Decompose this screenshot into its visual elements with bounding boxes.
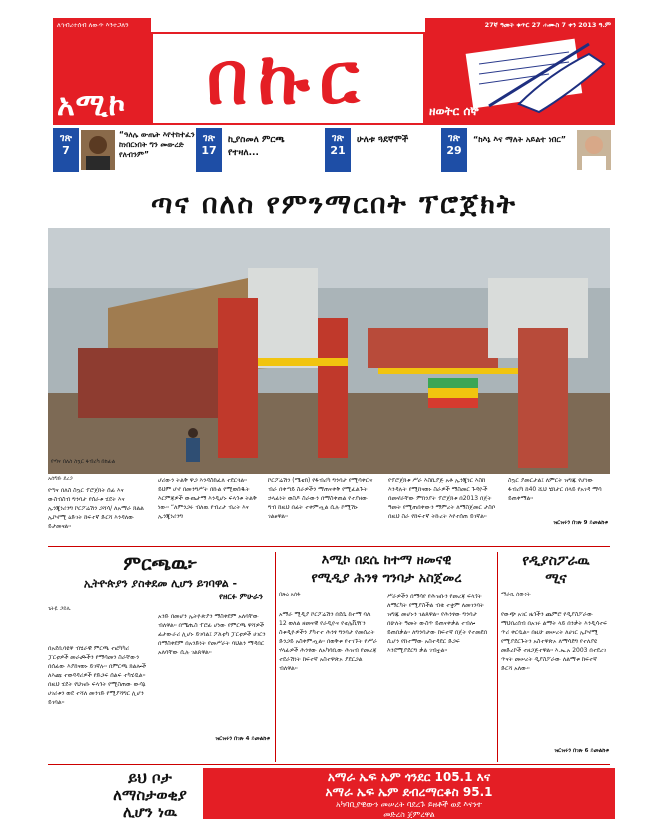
tagline: ለኅብረተሰብ ለውጥ እንተጋለን xyxy=(57,21,129,29)
teaser-3[interactable] xyxy=(325,128,435,186)
masthead-title-box xyxy=(151,32,425,125)
radio-ad-line-3: አካባቢያዊውን መሠረት ባደረጉ ይዘቶች ወደ እናንተ xyxy=(336,800,482,809)
story-c-title-2: ሚና xyxy=(545,571,567,587)
column-rule xyxy=(275,552,276,762)
story-b-title: እሚኮ በደሴ ከተማ ዘመናዊ xyxy=(321,553,452,568)
teaser-1[interactable] xyxy=(53,128,193,186)
teaser-2[interactable] xyxy=(196,128,321,186)
photo-caption: የጣና በለስ ስኳር ፋብሪካ በከፊል xyxy=(51,459,116,465)
masthead-right xyxy=(425,18,615,125)
lead-col-2: ሆሪውን ትልቅ ዋጋ እንዳስከፈለ ተደርጓል። ይህም ሆኖ በመንግሥት በኩል የሚወሰዱት እርምጃዎች ውጤታማ እንዲሆኑ ፍላጎቱ ትልቅ ነው። “ለምንጋሩ ብለዉ የብረታ ብረት እና ኢንጂነሪንግ xyxy=(158,477,257,520)
teaser-tag: ገጽ xyxy=(448,133,460,144)
lead-col-5: ስኳር ያመርታል፤ ለምርት ዝግጁ የሆነው ፋብሪካ ከ40 ሺህ ሄክታር በላይ የአገዳ ማሳ ይጠቀማል። xyxy=(508,477,602,502)
sugar-factory-photo xyxy=(48,228,610,474)
masthead-title: በኩር xyxy=(206,36,370,120)
main-headline: ጣና በለስ የምንማርበት ፕሮጀክት xyxy=(150,189,518,220)
column-rule xyxy=(497,552,498,762)
ad-space-line-2: ለማስታወቂያ xyxy=(113,786,187,804)
story-c xyxy=(501,552,611,762)
lead-story xyxy=(48,476,610,546)
teaser-text: “ከእኔ እና ማለት አይልተ ነበር” xyxy=(473,135,567,144)
teaser-tag: ገጽ xyxy=(60,133,72,144)
person-photo xyxy=(577,130,611,170)
teaser-text: “ዓለሌ ውጤት እየተከተፈን ከነበርነበት ግን መውረድ የለብንም” xyxy=(119,130,195,159)
teaser-text: ኪያስመለ ምርጫ የተዛለ... xyxy=(228,135,285,158)
teaser-page: 7 xyxy=(62,144,70,157)
teaser-page: 21 xyxy=(330,144,346,157)
dateline: 27ኛ ዓመት ቁጥር 27 ሐሙስ 7 ቀን 2013 ዓ.ም xyxy=(425,18,615,32)
byline: ማራኪ ሰውነት xyxy=(501,592,531,598)
pen-box xyxy=(425,32,615,125)
masthead-left xyxy=(53,18,151,125)
story-a-col-1: በአደቢባዩዋ ብሄራዊ ምርጫ ተፎካካሪ ፓርቲዎች መራጮችን የማሳመን ስራቸውን በሰፊው እያከናወኑ ይገኛሉ። በምርጫ ክልሎች ለእጩ ተወዳዳሪዎች የድጋፍ ሰልፍ ተካሂዷል። በዚህ ሂደት የህዝቡ ፍላጎት የሚስጠው ውሳኔ ሀገሪቱን ወደ ተሻለ መንገድ የሚያሻግር ሊሆን ይገባል። xyxy=(48,645,147,706)
story-b-title-2: የሚዲያ ሕንፃ ግንባታ አስጀመረ xyxy=(311,571,462,586)
byline: በጽዕ አሰፋ xyxy=(279,592,301,598)
teaser-page: 17 xyxy=(201,144,217,157)
story-b xyxy=(279,552,494,762)
story-b-col-1: አማራ ሚዲያ ኮርፖሬሽን በደሴ ከተማ ባለ 12 ወለል ዘመናዊ የራዲዮና የቴሌቪዥን ስቱዲዮዎችን ያካተተ ሕንፃ ግንባታ የመሰረት ድንጋይ አስቀምጧል። በወቅቱ የተገኙት የሥራ ሃላፊዎች ሕንፃው ለአካባቢው ሕዝብ የመረጃ ተደራሽነት ከፍተኛ አስተዋጽኦ ያደርጋል ብለዋል። xyxy=(279,611,378,672)
teaser-tag: ገጽ xyxy=(332,133,344,144)
section-divider xyxy=(48,546,610,547)
main-photo xyxy=(48,228,610,474)
byline: ጌትዬ ጋይሊ xyxy=(48,606,71,612)
teasers-row xyxy=(53,128,615,186)
story-a-source: የዘርፉ ምሁራን xyxy=(219,592,263,601)
radio-ad-line-2: አማራ ኤፍ ኤም ደብረማርቆስ 95.1 xyxy=(325,785,493,799)
story-a xyxy=(48,552,273,762)
lead-continue[interactable]: ዝርዝሩን በገጽ 9 ይመልከቱ xyxy=(553,520,608,526)
weekly-label: ዘወትር ሰኞ xyxy=(429,104,479,118)
teaser-4[interactable] xyxy=(441,128,615,186)
radio-ad[interactable] xyxy=(203,768,615,819)
lead-col-3: ኮርፖሬሽን (ሜቴክ) የፋብሪካ ግንባታ የሚሳቀርና ብራ በቀጣይ ስራዎችን ማጠናቀቅ የሚፈልጉት ኃላፊነት ወስዶ ስራውን በማስቀጠል የተያዘው ግብ ከዚህ በፊት ተቀምጧል ሲሉ ኮሚሽኑ ገልፀዋል። xyxy=(268,477,373,520)
teaser-tag: ገጽ xyxy=(203,133,215,144)
lead-col-1: የጣና በለስ ስኳር ፕሮጀክት ሰፊ እና ውስብስብ ግንባታ የሰራቱ ሂደት እና ኢንጂነሪንግ ኮርፖሬሽን ጋሻሳ/ ለአማራ ክልል ኢኮኖሚ ዕድገት ከፍተኛ ድርሻ እንዳለው ይታመናል። xyxy=(48,487,144,530)
radio-ad-line-1: አማራ ኤፍ ኤም ጎንደር 105.1 እና xyxy=(327,770,491,784)
story-b-col-2: ሥራዎችን በማሳየ የሕዝቡን የመረጃ ፍላጎት ለማርካት የሚያስችል ብቁ ተቋም ለመገንባት ዝግጁ መሆኑን ገልጸዋል። የሕንፃው ግንባታ በሁለት ዓመት ውስጥ ይጠናቀቃል ተብሎ ይጠበቃል። ለግንባታው ከፍተኛ በጀት የተመደበ ሲሆን የከተማው አስተዳደር ድጋፍ እንደሚያደርግ ቃል ገብቷል። xyxy=(387,593,488,654)
story-a-subtitle: ኢትዮጵያን ያስቀደመ ሊሆን ይገባዋል - xyxy=(83,577,238,590)
section-divider xyxy=(48,764,610,765)
pen-hand-icon xyxy=(459,34,609,114)
ad-space-line-3: ሊሆን ነዉ xyxy=(123,803,177,821)
story-a-continue[interactable]: ዝርዝሩን በገጽ 4 ይመልከቱ xyxy=(215,736,270,742)
story-c-continue[interactable]: ዝርዝሩን በገጽ 6 ይመልከቱ xyxy=(554,748,609,754)
lead-col-4: የፕሮጀክቱ ሥራ እስኪያጅ አቶ ኢንጂነር እስከ እንዳሉት የሚከናወኑ ስራዎች ማስመር ጉዳዮች በመኖራቸው ምክንያት ፕሮጀክቱ በ2013 በጀት ዓመት የሚጠበቀውን ማምረት ለማስጀመር ታስቦ በዚህ ስራ የከፍተኛ ትኩረት እየተሰጠ ይገኛል። xyxy=(388,477,496,520)
radio-ad-line-4: መድረስ ጀምረዋል xyxy=(383,810,435,819)
ad-space-line-1: ይህ ቦታ xyxy=(128,769,172,787)
story-a-title: ምርጫዉ፦ xyxy=(123,553,198,575)
byline: አሰግድ ደረጋ xyxy=(48,476,73,482)
person-photo xyxy=(81,130,115,170)
newspaper-page xyxy=(45,18,615,819)
story-c-title: የዲያስፖራዉ xyxy=(522,553,590,569)
story-c-col-1: የውጭ አገር ዜጎችን ጨምሮ የዲያስፖራው ማህበረሰብ በአገሩ ልማት ላይ በንቃት እንዲሳተፍ ጥሪ ቀርቧል። በዚሁ መሠረት ለሀገር ኢኮኖሚ የሚያደርጉትን አስተዋጽኦ ለማሳደግ የተለያዩ መድረኮች ተዘጋጅተዋል። እ.ኤ.አ 2003 በተደረገ ጥናት መሠረት ዲያስፖራው ለልማቱ ከፍተኛ ድርሻ አለው። xyxy=(501,611,608,672)
story-a-col-2: አንድ በመሆን ኢትዮጵያን ማስቀደም አለባቸው ብለዋል። በሜጢስ ፕሮፊ ሆነው የምርጫ ዋሻዎች ፊታውራሪ ሊሆኑ ይገባል፤ ፖለቲካ ፓርቲዎች ሀገርን በማስቀደም በአንድነት የመሥራት ባህልን ማዳበር አለባቸው ሲሉ ገልጸዋል። xyxy=(158,613,266,656)
teaser-page: 29 xyxy=(446,144,462,157)
edition-label: አሚኮ xyxy=(57,88,127,123)
teaser-text: ሁለቱ ጓደኛሞች xyxy=(357,135,409,145)
